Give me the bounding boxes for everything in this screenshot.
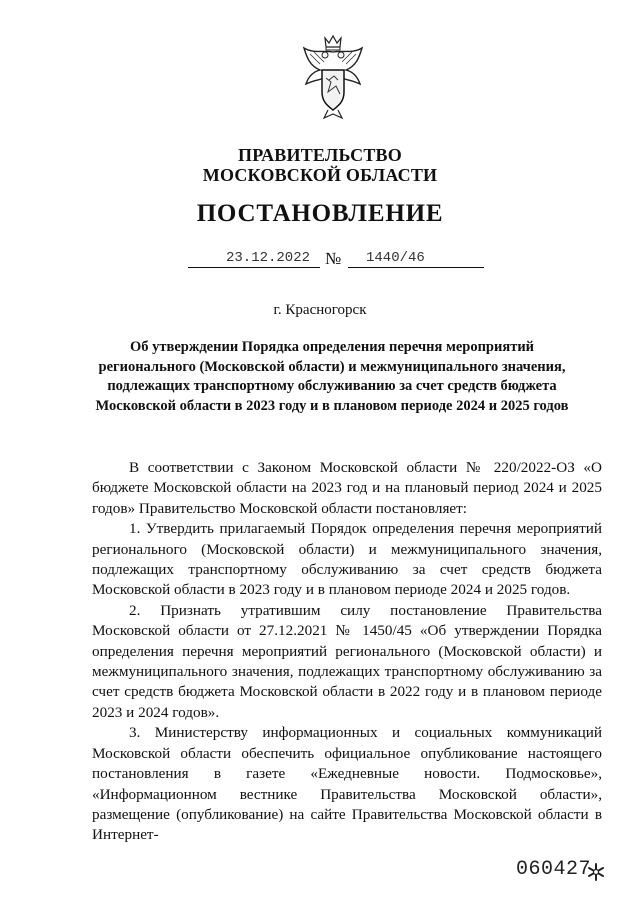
item-2-paragraph: 2. Признать утратившим силу постановление Правительства Московской области от 27.12.2021 № 1450/45 «Об утверждении Порядка определения перечня мероприятий регионального (Московской области) и межмуниципального значения, подлежащих транспортному обслуживанию за счет средств бюджета Московской области в 2022 году и в плановом периоде 2023 и 2024 годов». xyxy=(92,601,602,721)
document-number: 1440/46 xyxy=(366,250,425,266)
number-sign: № xyxy=(325,249,342,268)
intro-paragraph: В соответствии с Законом Московской области № 220/2022-ОЗ «О бюджете Московской области на 2023 год и на плановый период 2024 и 2025 годов» Правительство Московской области постановляет: xyxy=(92,459,602,517)
registration-line xyxy=(188,247,484,271)
organization-region: МОСКОВСКОЙ ОБЛАСТИ xyxy=(202,165,438,185)
item-3-paragraph: 3. Министерству информационных и социальных коммуникаций Московской области обеспечить официальное опубликование настоящего постановления в газете «Ежедневные новости. Подмосковье», «Информационном вестнике Правительства Московской области», размещение (опубликование) на сайте Правительства Московской области в Интернет- xyxy=(92,724,602,844)
asterisk-stamp-icon xyxy=(586,862,606,882)
page-code: 060427 xyxy=(516,858,592,881)
number-underline xyxy=(348,267,484,268)
city-name: г. Красногорск xyxy=(273,302,367,318)
document-date: 23.12.2022 xyxy=(226,250,311,266)
item-1-paragraph: 1. Утвердить прилагаемый Порядок определения перечня мероприятий регионального (Московской области) и межмуниципального значения, подлежащих транспортному обслуживанию за счет средств бюджета Московской области в 2023 году и в плановом периоде 2024 и 2025 годов. xyxy=(92,520,602,599)
organization-name: ПРАВИТЕЛЬСТВО xyxy=(238,145,402,165)
document-type-heading: ПОСТАНОВЛЕНИЕ xyxy=(196,200,444,227)
document-title: Об утверждении Порядка определения перечня мероприятий регионального (Московской области) и межмуниципального значения, подлежащих транспортному обслуживанию за счет средств бюджета Московской области в 2023 году и в плановом периоде 2024 и 2025 годов xyxy=(95,339,569,414)
coat-of-arms-icon xyxy=(298,34,368,120)
date-underline xyxy=(188,267,320,268)
document-body xyxy=(92,458,602,846)
